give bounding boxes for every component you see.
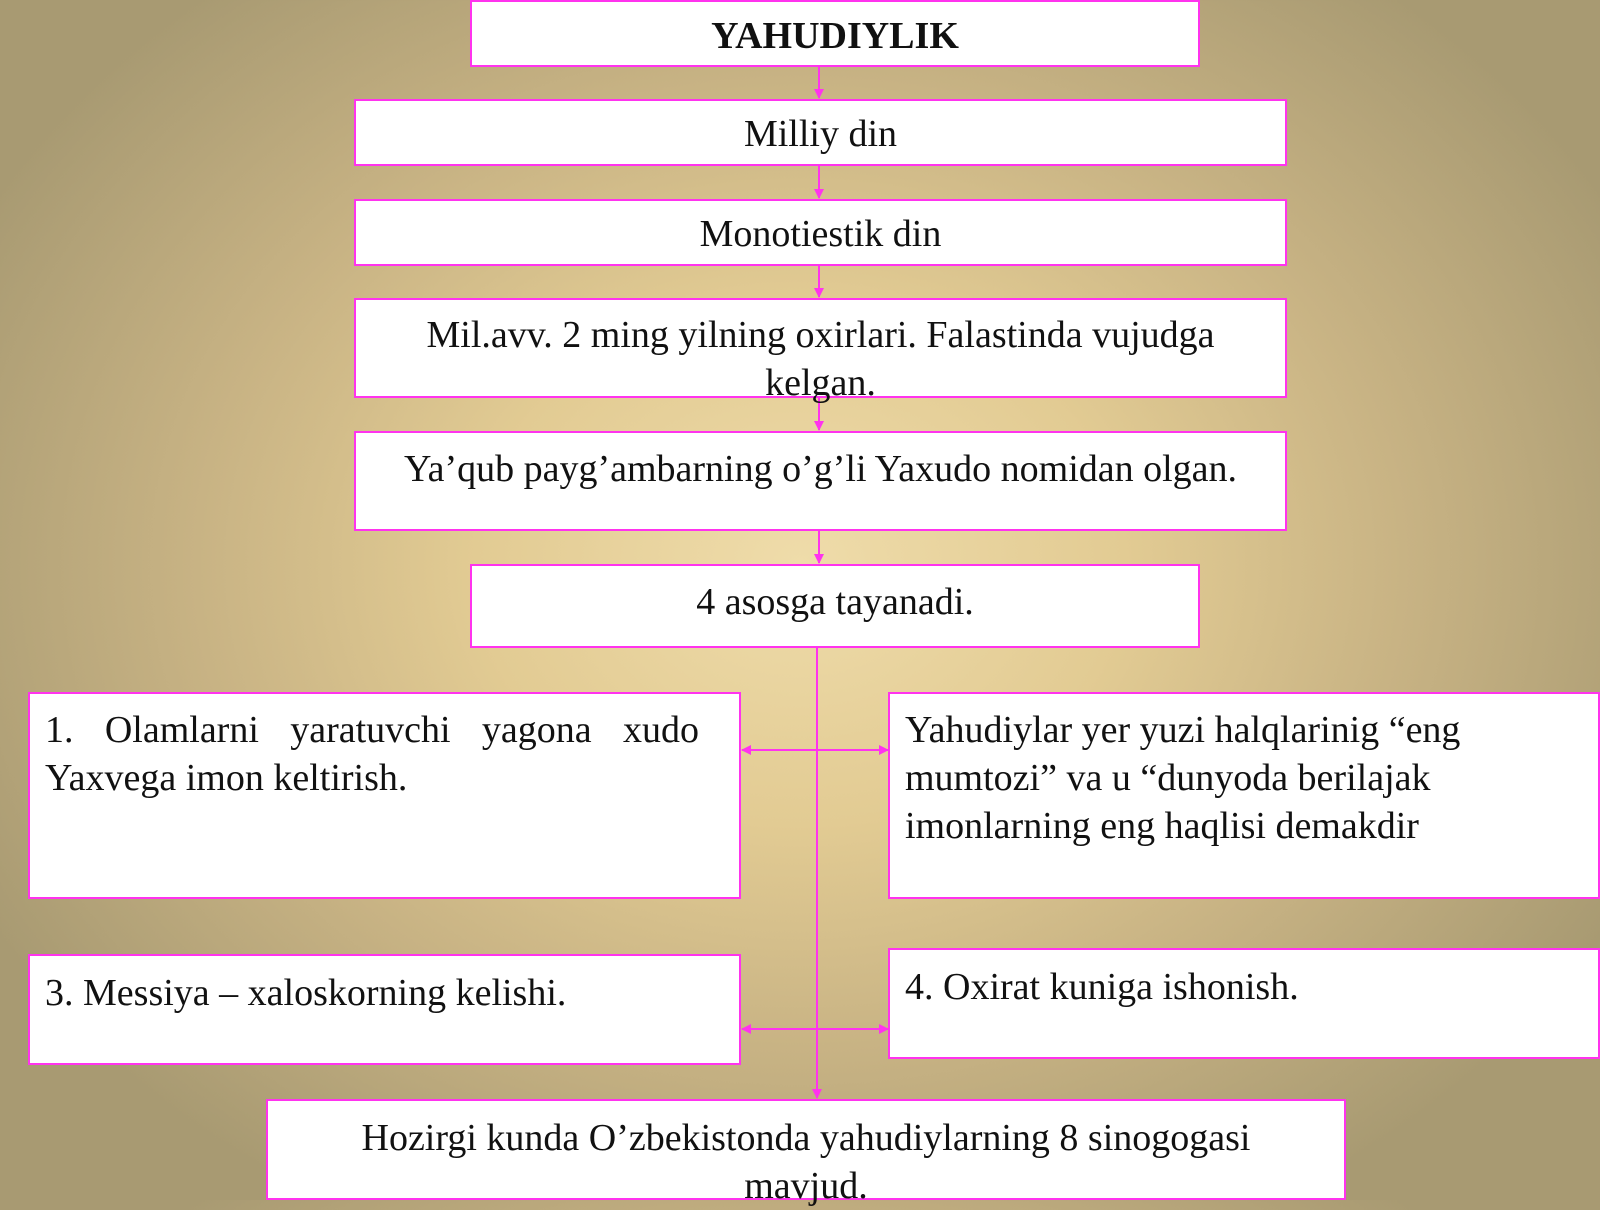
node-monotiestik-din (354, 199, 1287, 266)
pillar-3-text: 3. Messiya – xaloskorning kelishi. (45, 972, 567, 1014)
pillar-2-text: Yahudiylar yer yuzi halqlarinig “eng mumtozi” va u “dunyoda berilajak imonlarning eng haqlisi demakdir (905, 709, 1461, 847)
title-text: YAHUDIYLIK (711, 15, 959, 57)
node-four-pillars (470, 564, 1200, 648)
pillar-4 (888, 948, 1600, 1059)
node-name-origin-text: Ya’qub payg’ambarning o’g’li Yaxudo nomidan olgan. (403, 448, 1238, 490)
pillar-2 (888, 692, 1600, 899)
pillar-3 (28, 954, 741, 1065)
node-four-pillars-text: 4 asosga tayanadi. (696, 581, 974, 623)
title-box (470, 0, 1200, 67)
pillar-1 (28, 692, 741, 899)
node-origin (354, 298, 1287, 404)
node-today-text: Hozirgi kunda O’zbekistonda yahudiylarning 8 sinogogasi mavjud. (361, 1117, 1251, 1207)
node-origin-text: Mil.avv. 2 ming yilning oxirlari. Falastinda vujudga kelgan. (426, 314, 1215, 404)
pillar-4-text: 4. Oxirat kuniga ishonish. (905, 966, 1299, 1008)
node-today (266, 1099, 1346, 1207)
node-name-origin (354, 431, 1287, 531)
node-monotiestik-din-text: Monotiestik din (699, 213, 942, 255)
pillar-1-text: 1. Olamlarni yaratuvchi yagona xudo Yaxvega imon keltirish. (45, 709, 699, 799)
node-milliy-din (354, 99, 1287, 166)
node-milliy-din-text: Milliy din (743, 113, 898, 155)
